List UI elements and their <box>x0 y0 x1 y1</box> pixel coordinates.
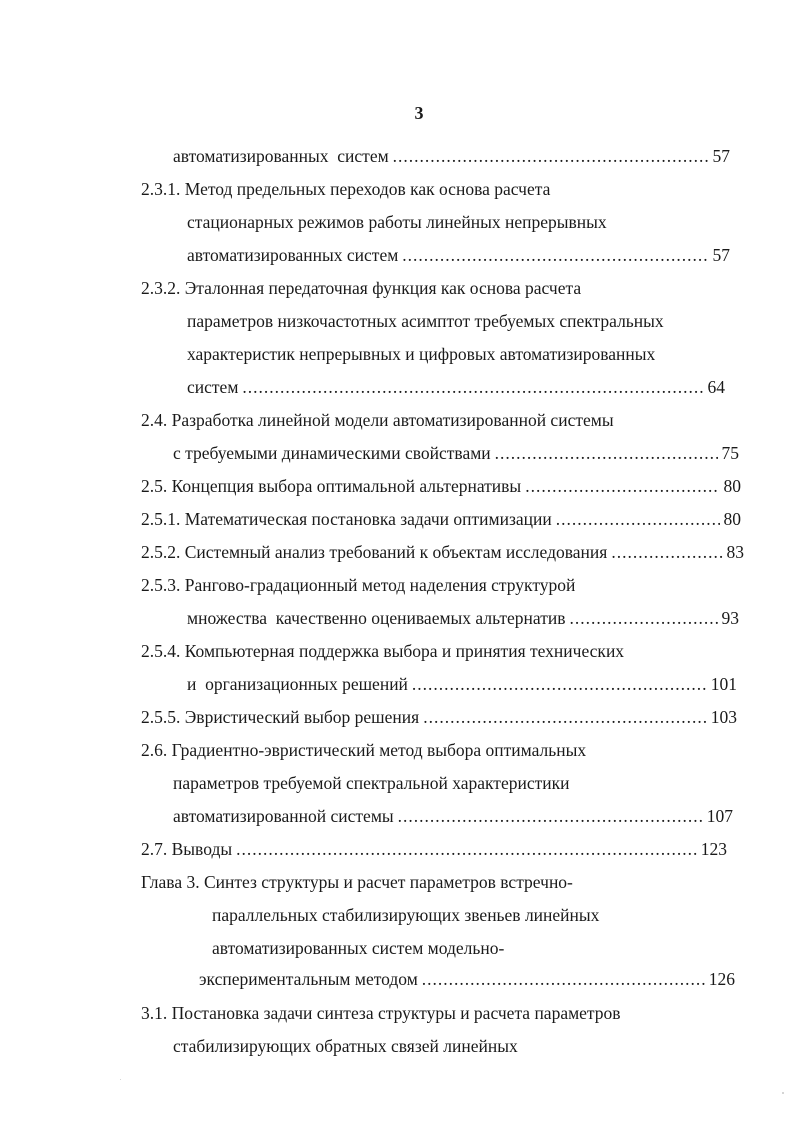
toc-page-number: 93 <box>721 608 739 628</box>
toc-entry <box>141 277 581 299</box>
toc-entry-text: стабилизирующих обратных связей линейных <box>173 1036 518 1056</box>
toc-page-number: 57 <box>712 146 730 166</box>
dot-leader <box>236 838 697 860</box>
dot-leader <box>398 805 703 827</box>
toc-entry-text: автоматизированных систем <box>173 146 389 166</box>
toc-page-number: 83 <box>726 542 744 562</box>
dot-leader <box>422 968 705 990</box>
toc-page-number: 103 <box>710 707 737 727</box>
toc-entry <box>199 968 735 990</box>
toc-entry-text: систем <box>187 377 239 397</box>
toc-entry <box>187 244 730 266</box>
dot-leader <box>393 145 709 167</box>
toc-entry-text: параллельных стабилизирующих звеньев линейных <box>212 905 600 925</box>
toc-entry <box>187 310 664 332</box>
toc-entry-text: 2.6. Градиентно-эвристический метод выбора оптимальных <box>141 740 587 760</box>
toc-entry-text: Глава 3. Синтез структуры и расчет параметров встречно- <box>141 872 573 892</box>
dot-leader <box>495 442 718 464</box>
toc-entry <box>187 607 739 629</box>
scan-speck <box>120 1079 121 1080</box>
toc-entry <box>173 772 569 794</box>
toc-entry-text: 2.4. Разработка линейной модели автоматизированной системы <box>141 410 614 430</box>
toc-page-number: 80 <box>723 476 741 496</box>
toc-entry-text: 2.5.5. Эвристический выбор решения <box>141 707 420 727</box>
toc-entry <box>187 673 737 695</box>
toc-entry <box>141 1002 621 1024</box>
dot-leader <box>242 376 703 398</box>
toc-entry <box>141 541 744 563</box>
toc-entry <box>173 442 739 464</box>
toc-page-number: 123 <box>700 839 727 859</box>
toc-entry <box>141 640 624 662</box>
toc-entry-text: 2.5.2. Системный анализ требований к объектам исследования <box>141 542 608 562</box>
scan-speck <box>782 1092 784 1094</box>
toc-entry-text: 2.3.2. Эталонная передаточная функция как основа расчета <box>141 278 582 298</box>
toc-entry <box>141 475 741 497</box>
toc-entry <box>187 376 725 398</box>
toc-entry-text: параметров низкочастотных асимптот требуемых спектральных <box>187 311 664 331</box>
toc-entry-text: 2.7. Выводы <box>141 839 233 859</box>
toc-entry <box>141 574 575 596</box>
toc-entry <box>173 1035 518 1057</box>
toc-entry-text: характеристик непрерывных и цифровых автоматизированных <box>187 344 656 364</box>
dot-leader <box>412 673 707 695</box>
page-number: 3 <box>414 103 424 123</box>
toc-page-number: 75 <box>721 443 739 463</box>
dot-leader <box>611 541 722 563</box>
toc-entry-text: 2.3.1. Метод предельных переходов как основа расчета <box>141 179 551 199</box>
toc-entry <box>212 904 599 926</box>
toc-entry <box>173 805 733 827</box>
toc-entry-text: и организационных решений <box>187 674 408 694</box>
toc-entry-text: 2.5. Концепция выбора оптимальной альтернативы <box>141 476 522 496</box>
toc-page-number: 126 <box>708 969 735 989</box>
toc-entry <box>187 343 655 365</box>
toc-entry-text: стационарных режимов работы линейных непрерывных <box>187 212 607 232</box>
toc-entry <box>187 211 607 233</box>
toc-entry <box>141 178 550 200</box>
toc-entry-text: 3.1. Постановка задачи синтеза структуры и расчета параметров <box>141 1003 621 1023</box>
toc-entry <box>212 937 504 959</box>
dot-leader <box>570 607 718 629</box>
toc-entry-text: параметров требуемой спектральной характеристики <box>173 773 570 793</box>
dot-leader <box>525 475 719 497</box>
toc-entry-text: 2.5.4. Компьютерная поддержка выбора и принятия технических <box>141 641 625 661</box>
toc-entry-text: автоматизированной системы <box>173 806 394 826</box>
toc-entry <box>141 739 586 761</box>
dot-leader <box>556 508 720 530</box>
dot-leader <box>423 706 707 728</box>
toc-entry-text: автоматизированных систем <box>187 245 399 265</box>
toc-entry <box>141 409 614 431</box>
toc-entry <box>141 871 573 893</box>
toc-entry <box>141 508 741 530</box>
toc-entry <box>173 145 730 167</box>
toc-entry-text: с требуемыми динамическими свойствами <box>173 443 491 463</box>
dot-leader <box>402 244 708 266</box>
toc-page-number: 101 <box>710 674 737 694</box>
toc-entry-text: множества качественно оцениваемых альтернатив <box>187 608 566 628</box>
toc-entry-text: автоматизированных систем модельно- <box>212 938 505 958</box>
toc-entry-text: 2.5.3. Рангово-градационный метод наделения структурой <box>141 575 576 595</box>
toc-page-number: 80 <box>723 509 741 529</box>
toc-page-number: 57 <box>712 245 730 265</box>
toc-entry <box>141 706 737 728</box>
toc-page-number: 64 <box>707 377 725 397</box>
toc-entry-text: 2.5.1. Математическая постановка задачи оптимизации <box>141 509 552 529</box>
toc-entry-text: экспериментальным методом <box>199 969 418 989</box>
toc-entry <box>141 838 727 860</box>
toc-page-number: 107 <box>706 806 733 826</box>
